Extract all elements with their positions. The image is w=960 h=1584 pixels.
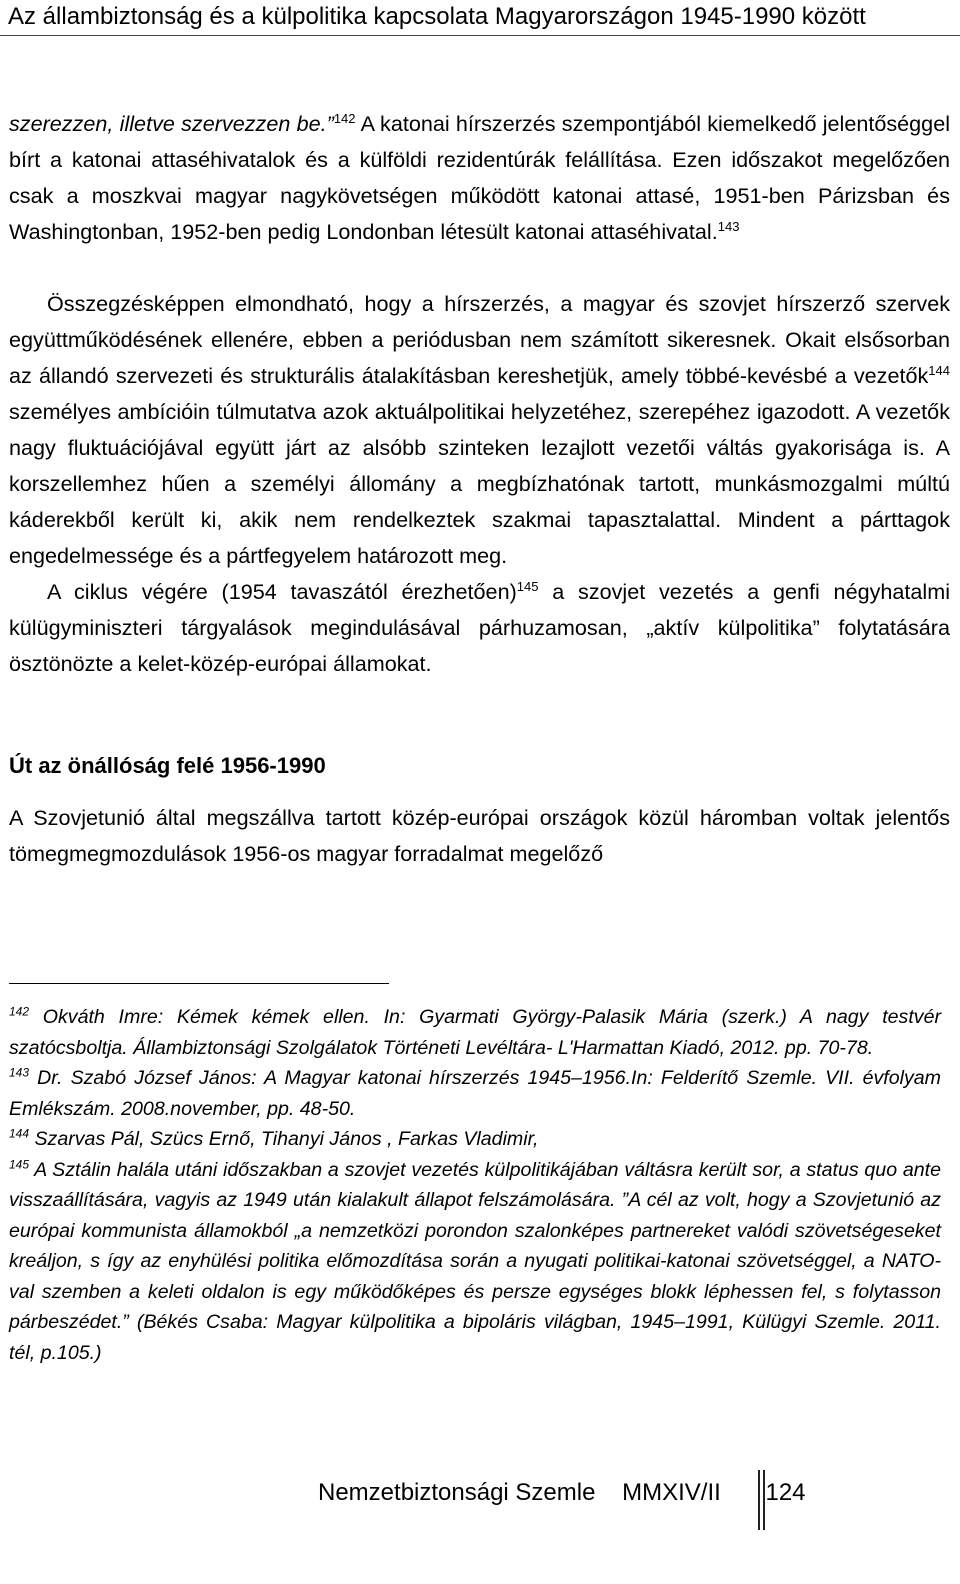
footnotes <box>9 1002 941 1368</box>
body-paragraph-2 <box>9 286 950 574</box>
footnote-ref-144[interactable]: 144 <box>928 362 950 378</box>
footnote-text: A Sztálin halála utáni időszakban a szovjet vezetés külpolitikájában váltásra került sor, a status quo ante visszaállítására, vagyis az 1949 után kialakult állapot felszámolására. ”A cél az volt, hogy a Szovjetunió az európai kommunista államokból „a nemzetközi porondon szalonképes partnereket valódi szövetségeseket kreáljon, s így az enyhülési politika előmozdítása során a nyugati politikai-katonai szövetséggel, a NATO-val szemben a keleti oldalon is egy működőképes és persze egységes blokk léphessen fel, s folytasson párbeszédet.” (Békés Csaba: Magyar külpolitika a bipoláris világban, 1945–1991, Külügyi Szemle. 2011. tél, p.105.) <box>9 1158 941 1364</box>
footnote-ref-145[interactable]: 145 <box>516 578 539 594</box>
header-divider <box>0 35 960 36</box>
footnote-number: 144 <box>9 1126 30 1141</box>
section-paragraph-1 <box>9 800 950 872</box>
body-paragraph-3 <box>9 574 950 682</box>
footnote-145 <box>9 1155 941 1369</box>
footnote-ref-143[interactable]: 143 <box>717 218 740 234</box>
footnote-text: Dr. Szabó József János: A Magyar katonai hírszerzés 1945–1956.In: Felderítő Szemle. VII. évfolyam Emlékszám. 2008.november, pp. 48-50. <box>9 1067 941 1120</box>
footnote-number: 143 <box>9 1065 30 1080</box>
paragraph-text: személyes ambícióin túlmutatva azok aktuálpolitikai helyzetéhez, szerepéhez igazodott. A vezetők nagy fluktuációjával együtt járt az alsóbb szinteken lezajlott vezetői váltás gyakorisága is. A korszellemhez hűen a személyi állomány a megbízhatónak tartott, munkásmozgalmi múltú káderekből került ki, akik nem rendelkeztek szakmai tapasztalattal. Mindent a párttagok engedelmessége és a pártfegyelem határozott meg. <box>9 399 950 568</box>
issue-label: MMXIV/II <box>622 1479 721 1506</box>
footnote-text: Okváth Imre: Kémek kémek ellen. In: Gyarmati György-Palasik Mária (szerk.) A nagy testvér szatócsboltja. Állambiztonsági Szolgálatok Történeti Levéltára- L'Harmattan Kiadó, 2012. pp. 70-78. <box>9 1006 941 1059</box>
page-number: 124 <box>765 1479 806 1506</box>
footnote-ref-142[interactable]: 142 <box>333 110 356 126</box>
paragraph-text: A Szovjetunió által megszállva tartott közép-európai országok közül háromban voltak jelentős tömegmegmozdulások 1956-os magyar forradalmat megelőző <box>9 805 950 866</box>
body-paragraph-1 <box>9 106 950 250</box>
body-paragraphs-2-3 <box>9 286 950 682</box>
footnote-separator <box>9 983 389 984</box>
paragraph-text: Összegzésképpen elmondható, hogy a hírszerzés, a magyar és szovjet hírszerző szervek együttműködésének ellenére, ebben a periódusban nem számított sikeresnek. Okait elsősorban az állandó szervezeti és strukturális átalakításban kereshetjük, amely többé-kevésbé a vezetők <box>9 291 950 388</box>
running-title: Az állambiztonság és a külpolitika kapcsolata Magyarországon 1945-1990 között <box>8 3 866 30</box>
page-footer <box>318 1473 806 1513</box>
paragraph-text: a szovjet vezetés a genfi négyhatalmi külügyminiszteri tárgyalások megindulásával párhuzamosan, „aktív külpolitika” folytatására ösztönözte a kelet-közép-európai államokat. <box>9 579 950 676</box>
footnote-text: Szarvas Pál, Szücs Ernő, Tihanyi János , Farkas Vladimir, <box>29 1128 539 1150</box>
footnote-144 <box>9 1124 941 1155</box>
footnote-number: 145 <box>9 1156 30 1171</box>
footnote-number: 142 <box>9 1004 30 1019</box>
paragraph-text: A ciklus végére (1954 tavaszától érezhetően) <box>47 579 517 604</box>
journal-name: Nemzetbiztonsági Szemle <box>318 1479 596 1506</box>
footnote-142 <box>9 1002 941 1063</box>
footnote-143 <box>9 1063 941 1124</box>
quote-end: szerezzen, illetve szervezzen be.” <box>9 111 334 136</box>
footer-divider-bars <box>758 1470 767 1530</box>
section-heading: Út az önállóság felé 1956-1990 <box>9 753 326 778</box>
paragraph-text: A katonai hírszerzés szempontjából kiemelkedő jelentőséggel bírt a katonai attaséhivatalok és a külföldi rezidentúrák felállítása. Ezen időszakot megelőzően csak a moszkvai magyar nagykövetségen működött katonai attasé, 1951-ben Párizsban és Washingtonban, 1952-ben pedig Londonban létesült katonai attaséhivatal. <box>9 111 950 244</box>
